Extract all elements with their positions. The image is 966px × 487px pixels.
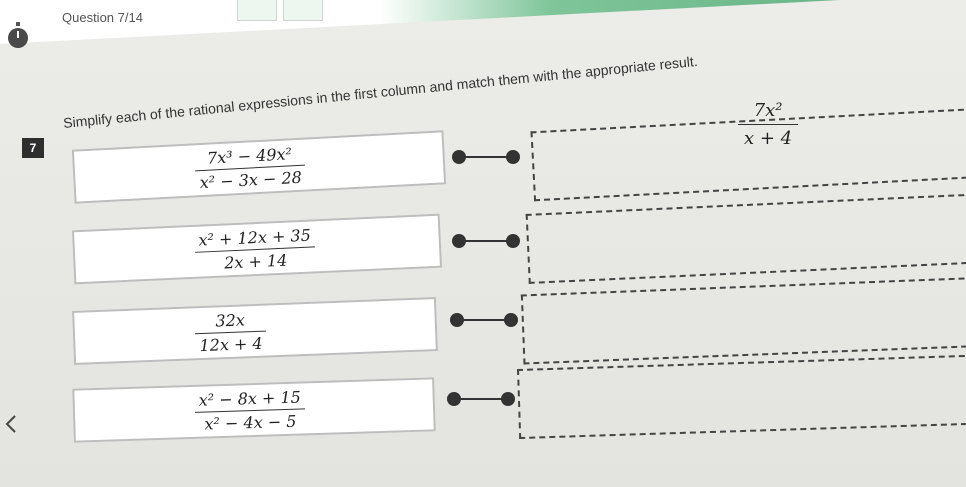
expression-card[interactable] [72, 130, 446, 203]
numerator: x² − 8x + 15 [198, 387, 302, 410]
connector-handle[interactable] [447, 392, 461, 406]
timer-icon [7, 22, 29, 50]
result-target[interactable] [526, 194, 966, 284]
connector-handle[interactable] [506, 150, 520, 164]
rational-expression [194, 143, 306, 192]
header-band [0, 0, 966, 44]
connector-line [460, 319, 510, 321]
connector-handle[interactable] [452, 234, 466, 248]
connector-handle[interactable] [452, 150, 466, 164]
numerator: 7x³ − 49x² [206, 143, 293, 168]
connector-handle[interactable] [504, 313, 518, 327]
match-connector[interactable] [447, 392, 517, 408]
numerator: x² + 12x + 35 [198, 225, 312, 250]
header-tab [283, 0, 323, 21]
numerator: 7x² [753, 100, 783, 121]
rational-expression [194, 225, 316, 273]
rational-expression [194, 309, 267, 355]
connector-line [462, 156, 512, 158]
result-expression[interactable] [738, 100, 798, 149]
match-connector[interactable] [452, 150, 522, 166]
question-number-badge: 7 [22, 138, 44, 158]
numerator: 32x [215, 309, 246, 331]
denominator: x + 4 [744, 128, 793, 149]
connector-handle[interactable] [450, 313, 464, 327]
denominator: 12x + 4 [199, 333, 263, 355]
rational-expression [194, 387, 305, 433]
chevron-left-icon[interactable] [2, 413, 20, 435]
expression-card[interactable] [72, 377, 436, 442]
connector-handle[interactable] [501, 392, 515, 406]
connector-handle[interactable] [506, 234, 520, 248]
connector-line [462, 240, 512, 242]
expression-card[interactable] [72, 297, 438, 365]
result-target[interactable] [521, 278, 966, 365]
match-connector[interactable] [452, 234, 522, 250]
denominator: x² − 3x − 28 [199, 167, 303, 192]
denominator: 2x + 14 [223, 250, 288, 272]
match-connector[interactable] [450, 313, 520, 329]
header-tab [237, 0, 277, 21]
instruction-text: Simplify each of the rational expressions in the first column and match them with the appropriate result. [62, 52, 699, 131]
result-target[interactable] [517, 355, 966, 439]
denominator: x² − 4x − 5 [204, 411, 297, 434]
expression-card[interactable] [72, 214, 442, 285]
question-counter: Question 7/14 [62, 10, 143, 25]
connector-line [457, 398, 507, 400]
